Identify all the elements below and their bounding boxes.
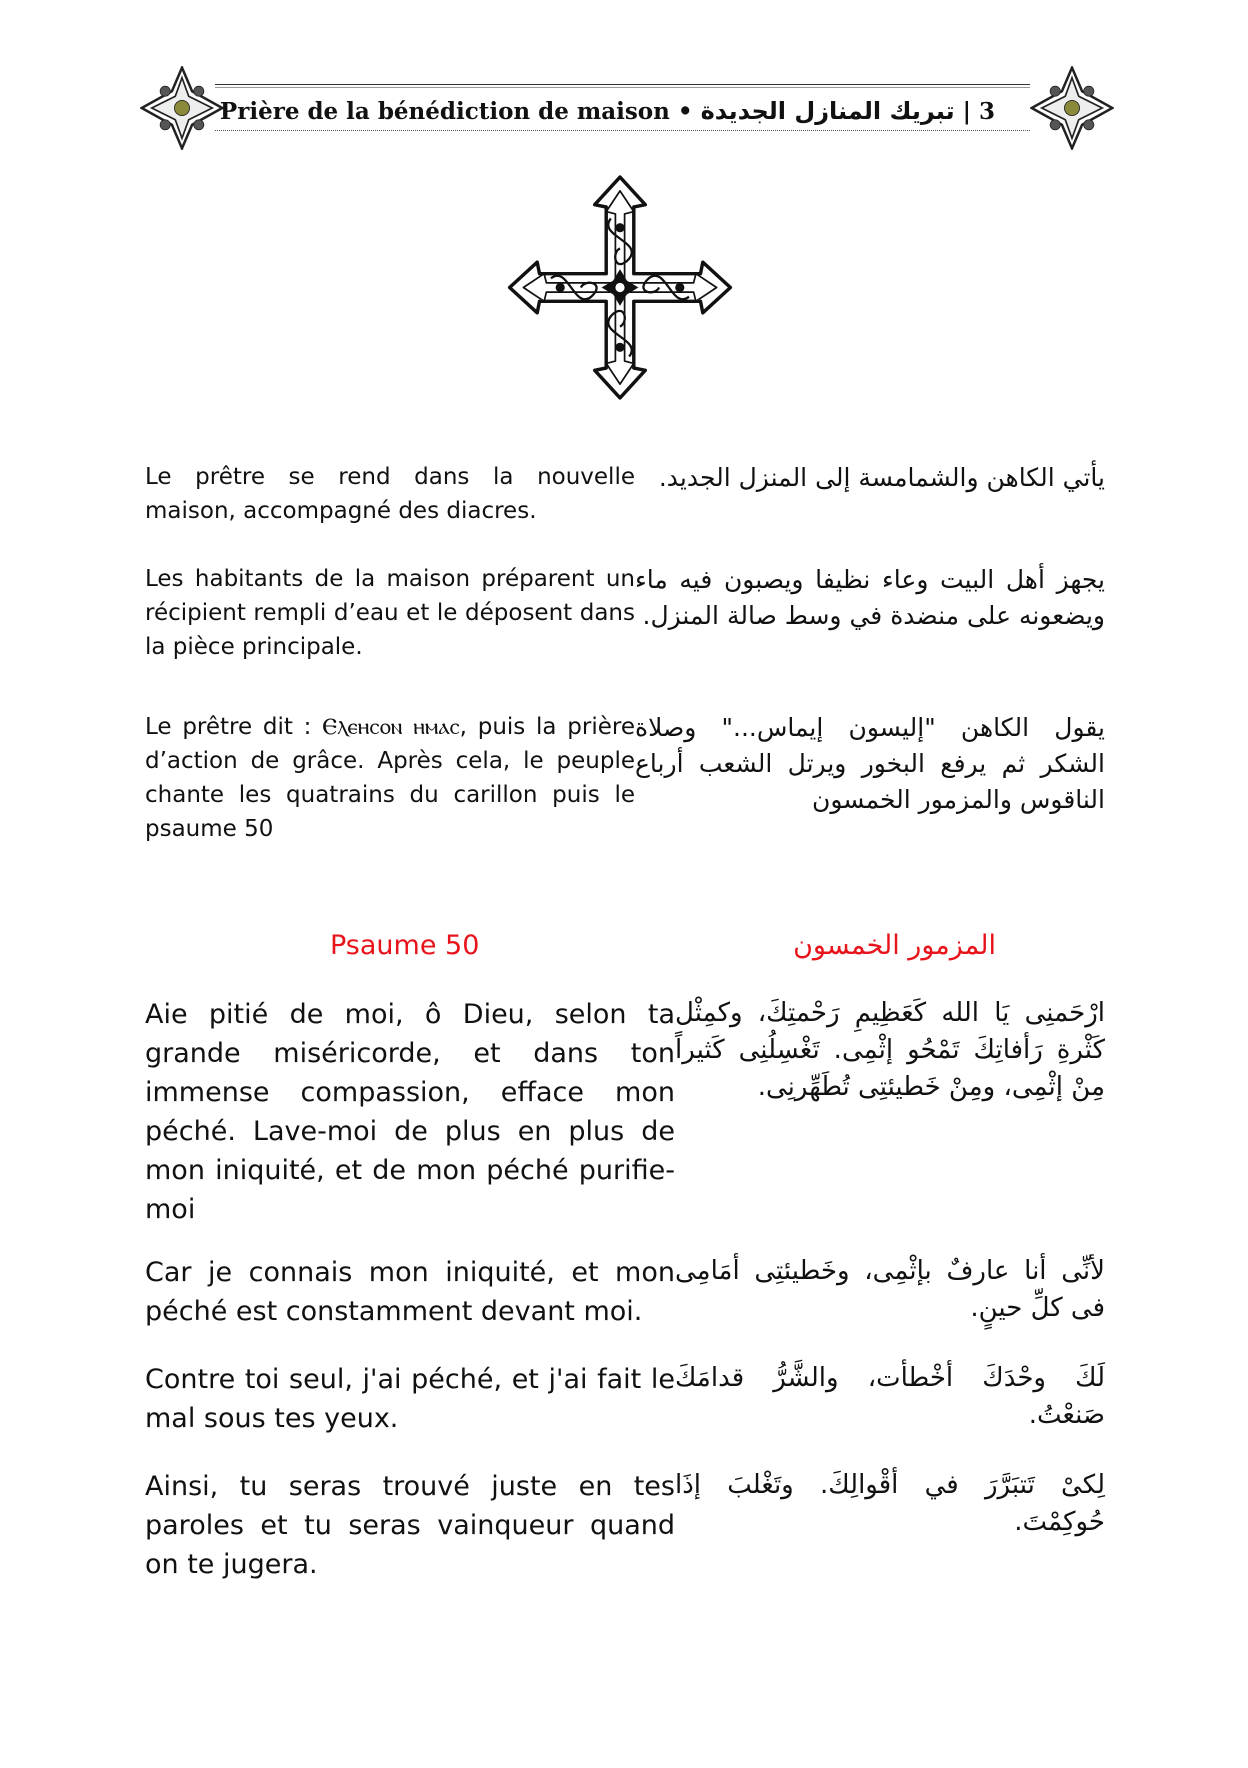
psalm-title-fr: Psaume 50: [330, 930, 480, 961]
psalm-verse-ar: لَكَ وحْدَكَ أخْطأت، والشَّرُّ قدامَكَ صَنعْتُ.: [675, 1363, 1105, 1430]
header-top-rule: [215, 84, 1030, 85]
psalm-verse-fr: Ainsi, tu seras trouvé juste en tes paroles et tu seras vainqueur quand on te jugera.: [145, 1471, 675, 1580]
instruction-text-ar: يقول الكاهن "إليسون إيماس..." وصلاة الشكر ثم يرفع البخور ويرتل الشعب أرباع الناقوس والمزمور الخمسون: [635, 713, 1105, 814]
instruction-row: [145, 710, 1105, 860]
psalm-verse-fr: Car je connais mon iniquité, et mon péché est constamment devant moi.: [145, 1257, 675, 1327]
psalm-verse-ar: لِكىْ تَتبَرَّرَ في أقْوالِكَ. وتَغْلبَ إذَا حُوكِمْتَ.: [675, 1470, 1105, 1537]
instruction-text-fr: Le prêtre se rend dans la nouvelle maison, accompagné des diacres.: [145, 464, 635, 524]
header-separator: |: [962, 97, 971, 125]
header-title-fr: Prière de la bénédiction de maison: [219, 97, 670, 125]
header-bullet: •: [677, 97, 693, 125]
instruction-text-fr: Les habitants de la maison préparent un récipient rempli d’eau et le déposent dans la pièce principale.: [145, 566, 635, 660]
instruction-row: [145, 460, 1105, 540]
header-title-ar: تبريك المنازل الجديدة: [700, 97, 955, 125]
instruction-row: [145, 562, 1105, 682]
header-top-rule-inner: [215, 87, 1030, 88]
instruction-text-ar: يأتي الكاهن والشمامسة إلى المنزل الجديد.: [658, 463, 1105, 492]
psalm-verse-ar: لأنِّى أنا عارفٌ بإثْمِى، وخَطيئتِى أمَامِى فى كلِّ حينٍ.: [675, 1256, 1105, 1323]
coptic-cross-ornament-right-icon: [1030, 66, 1114, 150]
header-bottom-rule: [215, 130, 1030, 131]
psalm-verse-row: [145, 995, 1105, 1235]
instruction-text-ar: يجهز أهل البيت وعاء نظيفا ويصبون فيه ماء ويضعونه على منضدة في وسط صالة المنزل.: [635, 565, 1105, 630]
psalm-verse-row: [145, 1253, 1105, 1343]
coptic-cross-icon: [505, 170, 735, 405]
psalm-verse-fr: Contre toi seul, j'ai péché, et j'ai fait le mal sous tes yeux.: [145, 1364, 675, 1434]
instruction-text-fr: Le prêtre dit : Ⲉⲗⲉⲏⲥⲟⲛ ⲏⲙⲁⲥ, puis la prière d’action de grâce. Après cela, le peuple chante les quatrains du carillon puis le psaume 50: [145, 714, 635, 842]
psalm-verse-ar: ارْحَمنِى يَا الله كَعَظِيمِ رَحْمتِكَ، وكمِثْل كَثْرةِ رَأفاتِكَ تَمْحُو إثْمِى. تَغْسِلُنِى كَثيراً مِنْ إثْمِى، ومِنْ خَطيئتِى تُطَهِّرنِى.: [675, 998, 1105, 1102]
running-header: [215, 94, 995, 128]
psalm-title-ar: المزمور الخمسون: [793, 930, 996, 961]
coptic-cross-ornament-left-icon: [140, 66, 224, 150]
psalm-verse-fr: Aie pitié de moi, ô Dieu, selon ta grande miséricorde, et dans ton immense compassion, efface mon péché. Lave-moi de plus en plus de mon iniquité, et de mon péché purifie-moi: [145, 999, 675, 1225]
page-number: 3: [978, 97, 995, 125]
psalm-verse-row: [145, 1467, 1105, 1597]
psalm-verse-row: [145, 1360, 1105, 1450]
